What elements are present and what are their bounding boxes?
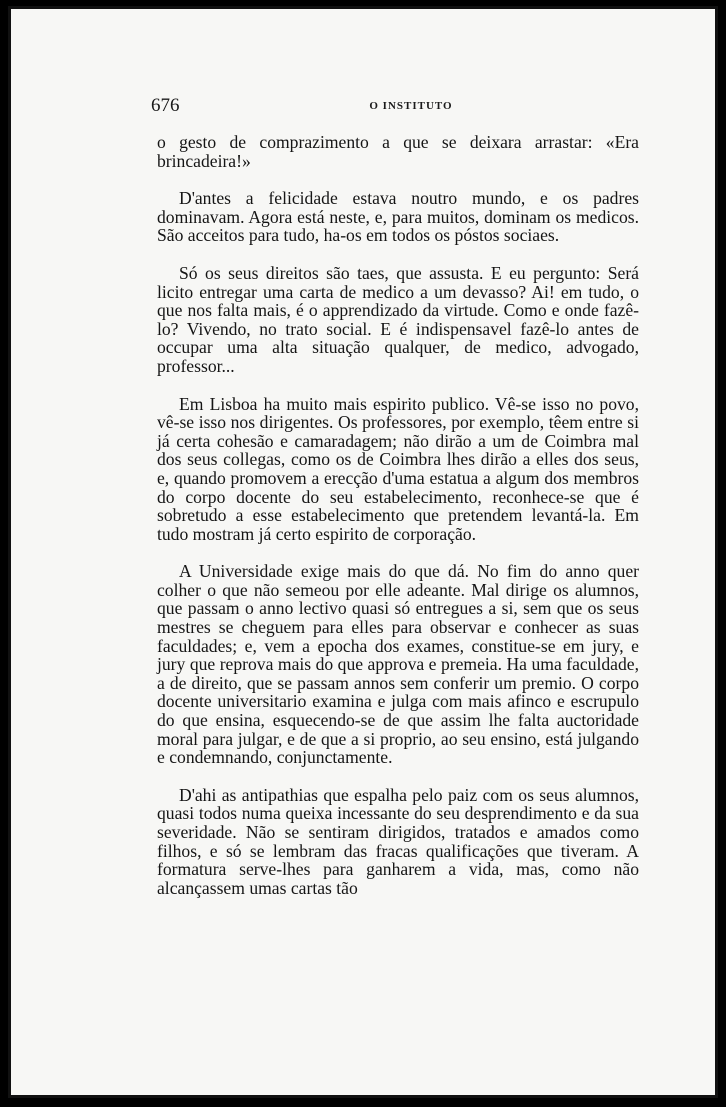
- book-page: [8, 6, 718, 1098]
- page-number: 676: [151, 95, 180, 116]
- paragraph: A Universidade exige mais do que dá. No fim do anno quer colher o que não semeou por elle adeante. Mal dirige os alumnos, que passam o anno lectivo quasi só entregues a si, sem que os seus mestres se cheguem para elles para observar e conhecer as suas faculdades; e, vem a epocha dos exames, constitue-se em jury, e jury que reprova mais do que approva e premeia. Ha uma faculdade, a de direito, que se passam annos sem conferir um premio. O corpo docente universitario examina e julga com mais afinco e escrupulo do que ensina, esquecendo-se de que assim lhe falta auctoridade moral para julgar, e de que a si proprio, ao seu ensino, está julgando e condemnando, conjunctamente.: [157, 561, 639, 768]
- body-text: [157, 133, 639, 916]
- paragraph: Só os seus direitos são taes, que assusta. E eu pergunto: Será licito entregar uma carta de medico a um devasso? Ai! em tudo, o que nos falta mais, é o apprendizado da virtude. Como e onde fazê-lo? Vivendo, no trato social. E é indispensavel fazê-lo antes de occupar uma alta situação qualquer, de medico, advogado, professor...: [157, 262, 639, 376]
- paragraph: D'antes a felicidade estava noutro mundo, e os padres dominavam. Agora está neste, e, para muitos, dominam os medicos. São acceitos para tudo, ha-os em todos os póstos sociaes.: [157, 188, 639, 246]
- paragraph: Em Lisboa ha muito mais espirito publico. Vê-se isso no povo, vê-se isso nos dirigentes. Os professores, por exemplo, têem entre si já certa cohesão e camaradagem; não dirão a um de Coimbra mal dos seus collegas, como os de Coimbra lhes dirão a elles dos seus, e, quando promovem a erecção d'uma estatua a algum dos membros do corpo docente do seu estabelecimento, reconhece-se que é sobretudo a esse estabelecimento que pretendem levantá-la. Em tudo mostram já certo espirito de corporação.: [157, 393, 639, 544]
- running-head: O INSTITUTO: [369, 100, 453, 112]
- paragraph-continuation: o gesto de comprazimento a que se deixara arrastar: «Era brincadeira!»: [157, 132, 639, 171]
- paragraph: D'ahi as antipathias que espalha pelo paiz com os seus alumnos, quasi todos numa queixa incessante do seu desprendimento e da sua severidade. Não se sentiram dirigidos, tratados e amados como filhos, e só se lembram das fracas qualificações que tiveram. A formatura serve-lhes para ganharem a vida, mas, como não alcançassem umas cartas tão: [157, 784, 639, 898]
- page-header: [151, 95, 641, 119]
